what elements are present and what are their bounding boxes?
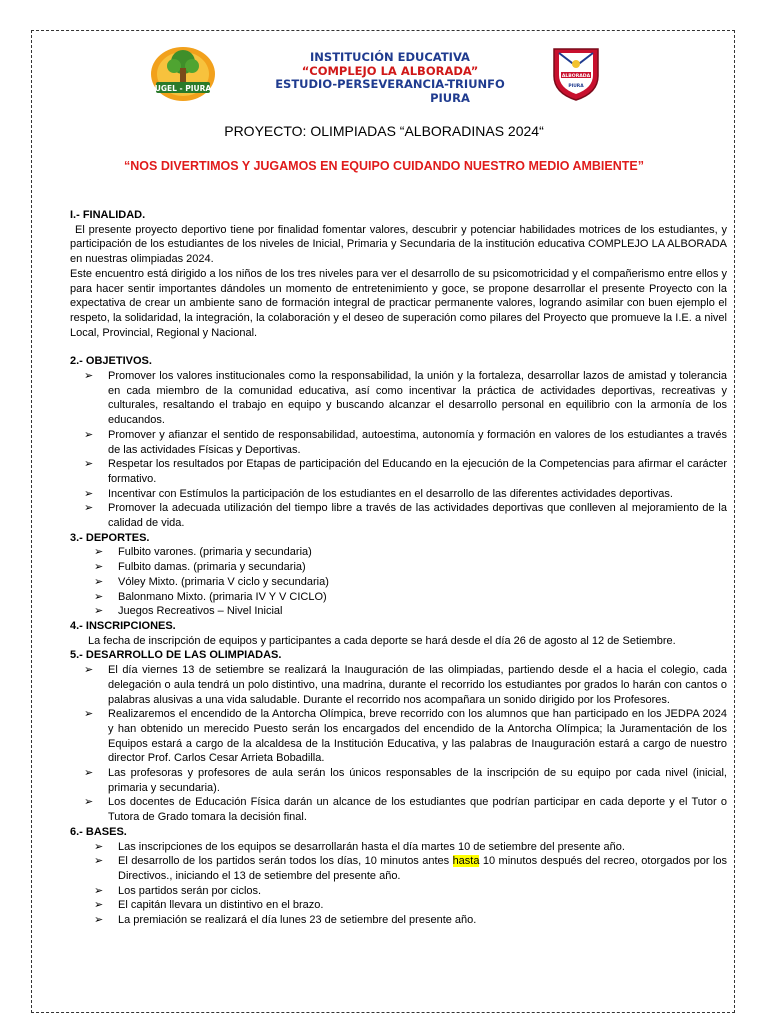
list-item: ➢ Las profesoras y profesores de aula serán los únicos responsables de la inscripción de su equipo por cada nivel (inicial, primaria y secundaria).	[84, 767, 727, 794]
arrow-bullet-icon: ➢	[94, 914, 104, 927]
alborada-logo-text: ALBORADA	[561, 74, 591, 79]
arrow-bullet-icon: ➢	[94, 561, 104, 574]
arrow-bullet-icon: ➢	[94, 884, 104, 897]
ugel-logo-text: UGEL - PIURA	[154, 84, 212, 93]
bases-list	[70, 840, 727, 928]
list-item: ➢ Fulbito damas. (primaria y secundaria)	[94, 561, 306, 574]
list-item: ➢ Los partidos serán por ciclos.	[94, 884, 262, 897]
alborada-shield-logo	[550, 46, 602, 102]
section-heading-objetivos: 2.- OBJETIVOS.	[70, 355, 152, 368]
inscripciones-text: La fecha de inscripción de equipos y participantes a cada deporte se hará desde el día 26 de agosto al 12 de Setiembre.	[88, 634, 676, 647]
institution-city: PIURA	[430, 90, 470, 105]
list-item: ➢ Balonmano Mixto. (primaria IV Y V CICLO)	[94, 590, 327, 603]
arrow-bullet-icon: ➢	[84, 428, 94, 441]
list-item: ➢ Respetar los resultados por Etapas de participación del Educando en la ejecución de la Competencias para afirmar el carácter formativo.	[84, 458, 727, 485]
list-item: ➢ La premiación se realizará el día lunes 23 de setiembre del presente año.	[94, 914, 477, 927]
arrow-bullet-icon: ➢	[94, 546, 104, 559]
institution-header	[240, 51, 540, 105]
finalidad-paragraph-2: Este encuentro está dirigido a los niños de los tres niveles para ver el desarrollo de su psicomotricidad y el compañerismo entre ellos y para hacer sentir importantes dándoles un momento de entretenimiento y goce, se propone desarrollar el presente Proyecto con la expectativa de crear un ambiente sano de formación integral de practicar permanente valores, logrando asimilar con buen ejemplo el respeto, la solidaridad, la integración, la colaboración y el deseo de superación como pilares del Proyecto que promueve la I.E. a nivel Local, Provincial, Regional y Nacional.	[70, 267, 727, 339]
arrow-bullet-icon: ➢	[84, 664, 94, 677]
list-item: ➢ Los docentes de Educación Física darán un alcance de los estudiantes que podrían participar en cada deporte y el Tutor o Tutora de Grado tomara la decisión final.	[84, 796, 727, 824]
arrow-bullet-icon: ➢	[94, 840, 104, 853]
list-item: ➢ Incentivar con Estímulos la participación de los estudiantes en el desarrollo de las diferentes actividades deportivas.	[84, 487, 673, 500]
ugel-piura-logo	[150, 44, 216, 102]
list-item: ➢ Promover la adecuada utilización del tiempo libre a través de las actividades deportivas que conlleven al mejoramiento de la calidad de vida.	[84, 502, 727, 530]
section-heading-deportes: 3.- DEPORTES.	[70, 531, 150, 544]
project-slogan: “NOS DIVERTIMOS Y JUGAMOS EN EQUIPO CUIDANDO NUESTRO MEDIO AMBIENTE”	[124, 159, 644, 173]
institution-line-1: INSTITUCIÓN EDUCATIVA	[310, 50, 470, 64]
section-heading-inscripciones: 4.- INSCRIPCIONES.	[70, 619, 176, 632]
institution-motto: ESTUDIO-PERSEVERANCIA-TRIUNFO	[275, 77, 505, 91]
list-item: ➢ Juegos Recreativos – Nivel Inicial	[94, 605, 283, 618]
section-heading-bases: 6.- BASES.	[70, 825, 127, 838]
arrow-bullet-icon: ➢	[94, 899, 104, 912]
section-heading-desarrollo: 5.- DESARROLLO DE LAS OLIMPIADAS.	[70, 649, 282, 662]
list-item: ➢ El capitán llevara un distintivo en el brazo.	[94, 899, 324, 912]
finalidad-paragraph-1: El presente proyecto deportivo tiene por finalidad fomentar valores, descubrir y potenciar habilidades motrices de los estudiantes, y participación de los estudiantes de los niveles de Inicial, Primaria y Secundaria de la institución educativa COMPLEJO LA ALBORADA en nuestras olimpiadas 2024.	[70, 223, 727, 266]
highlighted-word: hasta	[452, 855, 480, 868]
desarrollo-list	[70, 663, 727, 825]
list-item: ➢ Realizaremos el encendido de la Antorcha Olímpica, breve recorrido con los alumnos que han participado en los JEDPA 2024 y han obtenido un merecido Puesto serán los encargados del encendido de la Antorcha Olímpica; la Juramentación de los Equipos estará a cargo de la alcaldesa de la Institución Educativa, y las palabras de Inauguración estará a cargo de nuestro director Prof. Carlos Cesar Arrieta Bobadilla.	[84, 708, 727, 765]
arrow-bullet-icon: ➢	[94, 575, 104, 588]
alborada-logo-sub: PIURA	[568, 84, 584, 89]
list-item: ➢ Fulbito varones. (primaria y secundaria)	[94, 546, 312, 559]
arrow-bullet-icon: ➢	[84, 487, 94, 500]
deportes-list	[70, 545, 727, 619]
project-title: PROYECTO: OLIMPIADAS “ALBORADINAS 2024“	[224, 123, 544, 139]
arrow-bullet-icon: ➢	[94, 590, 104, 603]
list-item: ➢ Promover los valores institucionales como la responsabilidad, la unión y la fortaleza, desarrollar lazos de amistad y tolerancia en cada miembro de la comunidad educativa, así como incentivar la práctica de actividades deportivas, recreativas y culturales, resaltando el trabajo en equipo y buscando alcanzar el desarrollo personal en equilibrio con la armonía de los educandos.	[84, 370, 727, 427]
arrow-bullet-icon: ➢	[94, 605, 104, 618]
list-item: ➢ Vóley Mixto. (primaria V ciclo y secundaria)	[94, 575, 329, 588]
section-heading-finalidad: I.- FINALIDAD.	[70, 209, 146, 221]
list-item: ➢ El día viernes 13 de setiembre se realizará la Inauguración de las olimpiadas, partiendo desde el a hacia el colegio, cada delegación o aula tendrá un polo distintivo, una madrina, durante el recorrido los estudiantes por grados lo harán con cantos o palabras alusivas a una vida saludable. Durante el recorrido nos acompañara un sonido dirigido por los Profesores.	[84, 664, 727, 706]
arrow-bullet-icon: ➢	[84, 458, 94, 471]
objetivos-list	[70, 369, 727, 531]
arrow-bullet-icon: ➢	[84, 708, 94, 721]
arrow-bullet-icon: ➢	[84, 370, 94, 383]
list-item: ➢ Las inscripciones de los equipos se desarrollarán hasta el día martes 10 de setiembre del presente año.	[94, 840, 625, 853]
arrow-bullet-icon: ➢	[94, 855, 104, 868]
arrow-bullet-icon: ➢	[84, 502, 94, 515]
arrow-bullet-icon: ➢	[84, 767, 94, 780]
list-item: ➢ El desarrollo de los partidos serán todos los días, 10 minutos antes hasta 10 minutos después del recreo, otorgados por los Directivos., iniciando el 13 de setiembre del presente año.	[94, 855, 727, 882]
arrow-bullet-icon: ➢	[84, 796, 94, 809]
document-body	[70, 208, 727, 928]
institution-name: “COMPLEJO LA ALBORADA”	[301, 63, 479, 78]
list-item: ➢ Promover y afianzar el sentido de responsabilidad, autoestima, autonomía y formación en valores de los estudiantes a través de las actividades Físicas y Deportivas.	[84, 428, 727, 456]
